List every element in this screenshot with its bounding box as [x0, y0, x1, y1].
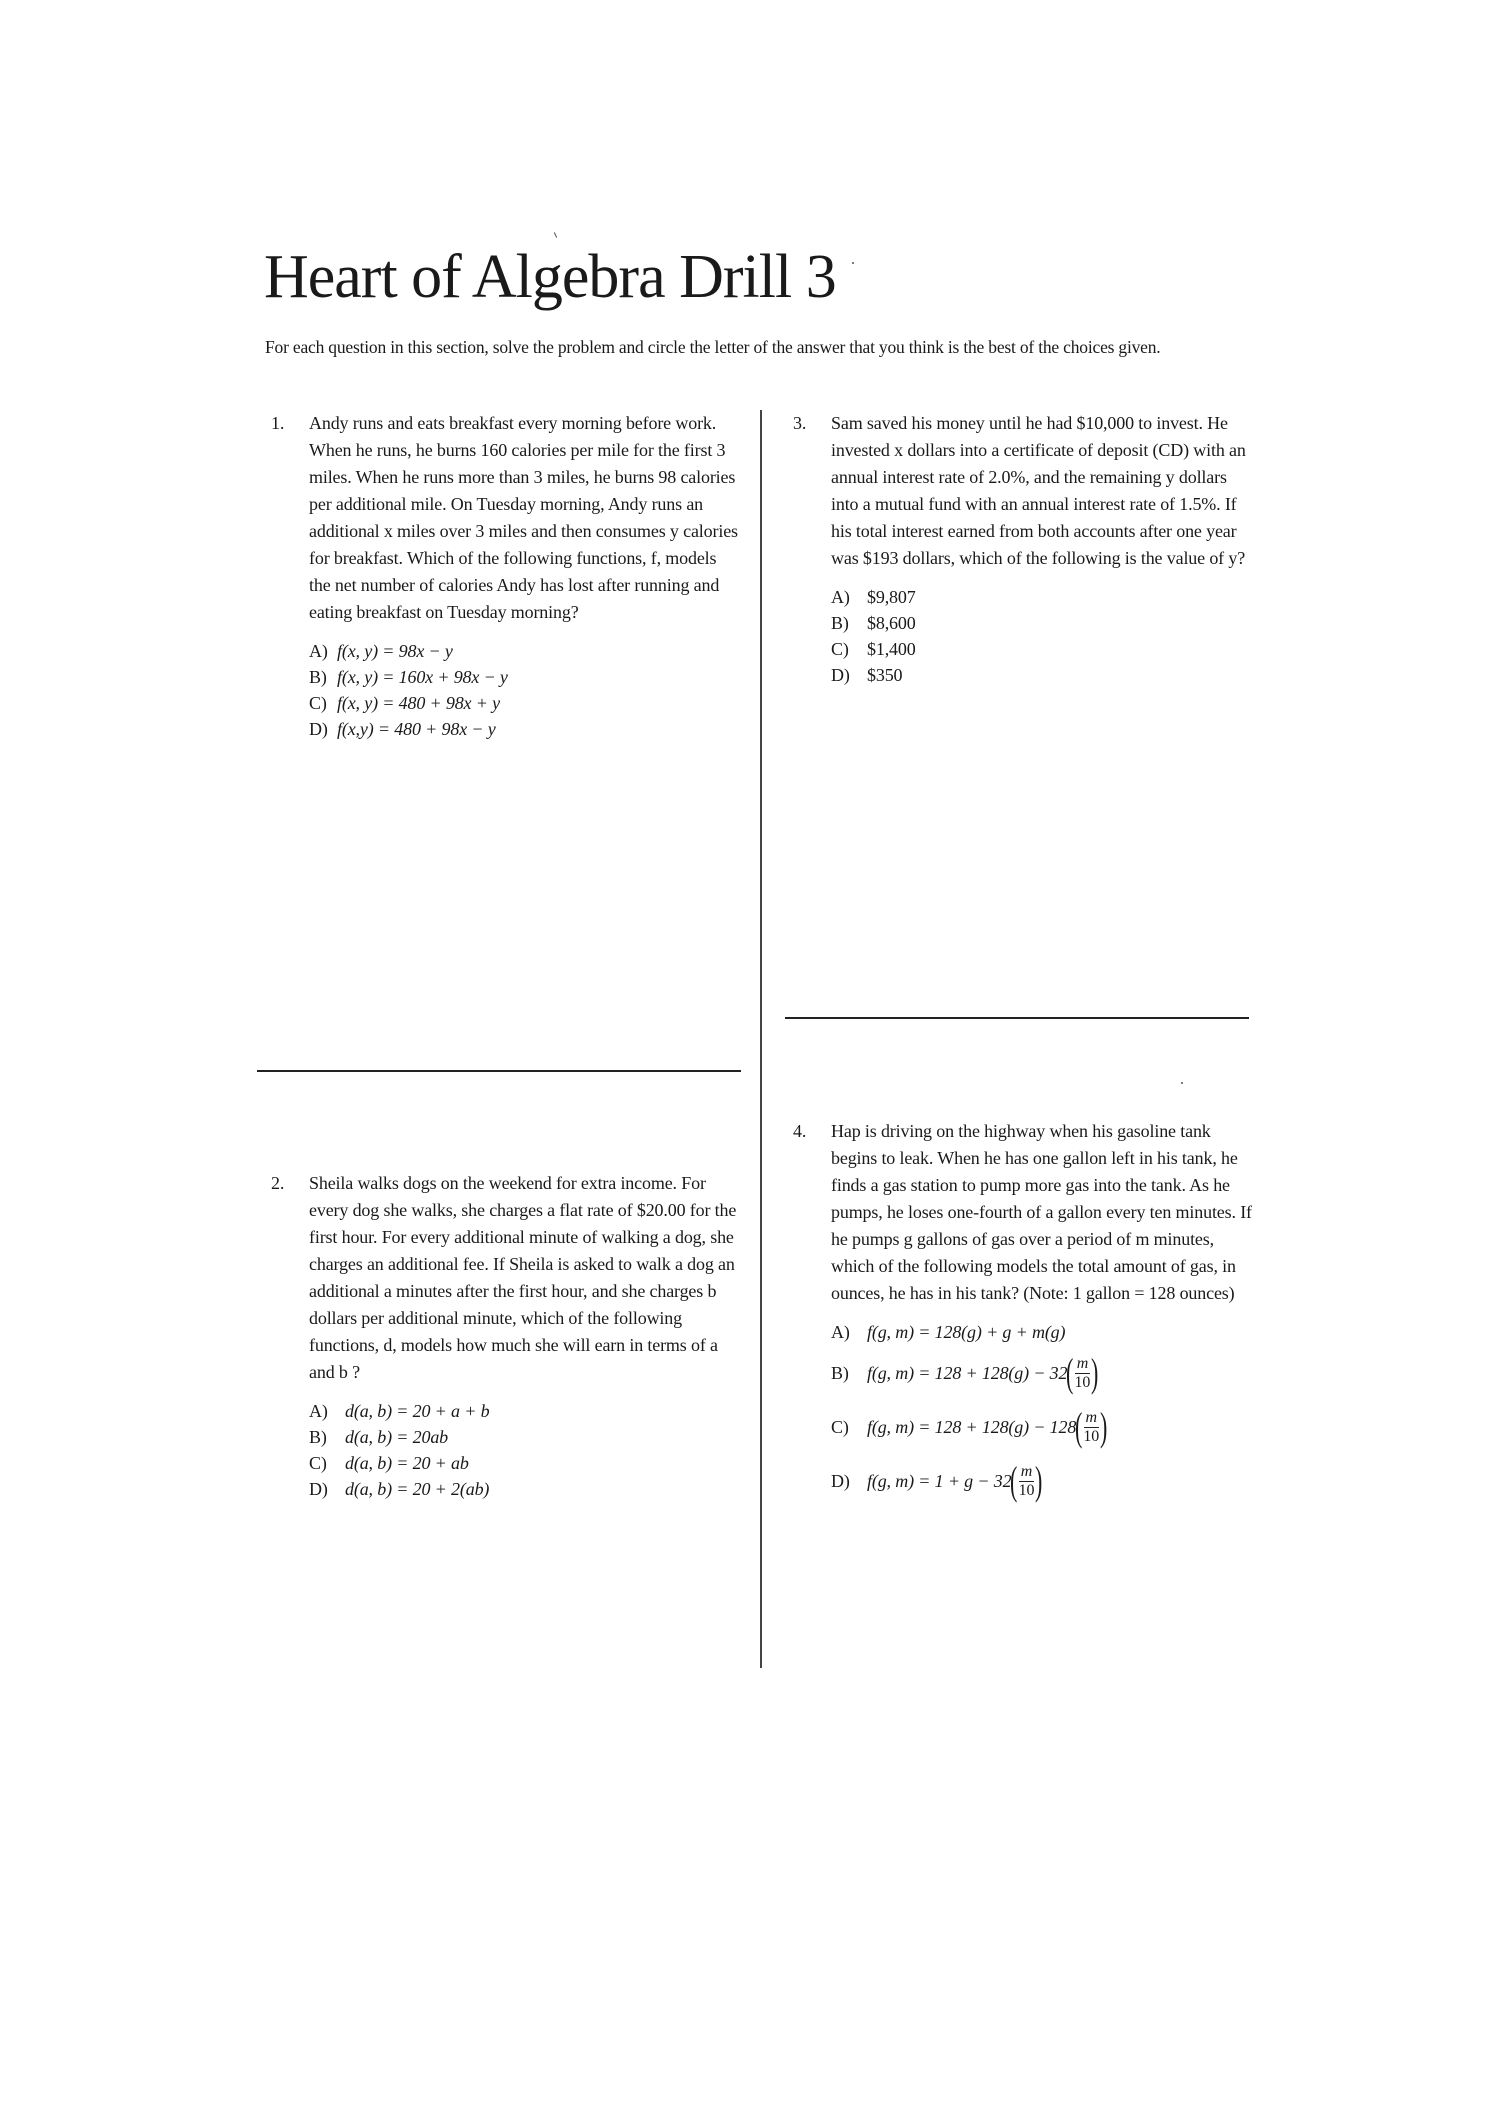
choice-c[interactable]: [309, 690, 741, 716]
column-divider: [760, 410, 762, 1668]
left-section-rule: [257, 1070, 741, 1072]
choice-d[interactable]: [309, 1476, 741, 1502]
scan-artifact: [852, 262, 854, 264]
choice-a[interactable]: [309, 638, 741, 664]
choice-letter[interactable]: C): [309, 1453, 327, 1473]
fraction-expression: [1075, 1404, 1108, 1449]
choice-expression: f(g, m) = 1 + g − 32: [867, 1471, 1012, 1491]
scan-artifact: [554, 232, 557, 238]
scan-artifact: [1181, 1082, 1183, 1084]
instructions: For each question in this section, solve the problem and circle the letter of the answer that you think is the best of the choices given.: [265, 337, 1161, 357]
choice-c[interactable]: [309, 1450, 741, 1476]
right-paren: ): [1091, 1350, 1099, 1395]
choice-text: $1,400: [867, 639, 916, 659]
choice-letter[interactable]: A): [309, 1401, 328, 1421]
answer-choices: [831, 584, 1253, 688]
choice-text: f(g, m) = 128(g) + g + m(g): [867, 1322, 1066, 1342]
fraction-denominator: 10: [1083, 1427, 1100, 1445]
choice-expression: f(g, m) = 128 + 128(g) − 32: [867, 1363, 1068, 1383]
choice-letter[interactable]: A): [309, 641, 328, 661]
choice-text: d(a, b) = 20ab: [345, 1427, 449, 1447]
answer-choices: [831, 1319, 1253, 1501]
right-paren: ): [1035, 1458, 1043, 1503]
fraction-numerator: m: [1020, 1462, 1033, 1480]
choice-d[interactable]: [309, 716, 741, 742]
question-stem: Hap is driving on the highway when his gasoline tank begins to leak. When he has one gallon left in his tank, he finds a gas station to pump more gas into the tank. As he pumps, he loses one-fourth of a gallon every ten minutes. If he pumps g gallons of gas over a period of m minutes, which of the following models the total amount of gas, in ounces, he has in his tank? (Note: 1 gallon = 128 ounces): [831, 1121, 1252, 1303]
choice-letter[interactable]: D): [831, 665, 850, 685]
choice-a[interactable]: [831, 584, 1253, 610]
answer-choices: [309, 1398, 741, 1502]
left-paren: (: [1010, 1458, 1018, 1503]
page-title: Heart of Algebra Drill 3: [264, 243, 836, 311]
right-section-rule: [785, 1017, 1249, 1019]
fraction-expression: [1066, 1350, 1099, 1395]
question-2: [271, 1170, 741, 1502]
choice-text: $9,807: [867, 587, 916, 607]
choice-letter[interactable]: D): [831, 1471, 850, 1491]
choice-text: d(a, b) = 20 + ab: [345, 1453, 469, 1473]
choice-b[interactable]: [831, 610, 1253, 636]
question-stem: Andy runs and eats breakfast every morning before work. When he runs, he burns 160 calories per mile for the first 3 miles. When he runs more than 3 miles, he burns 98 calories per additional mile. On Tuesday morning, Andy runs an additional x miles over 3 miles and then consumes y calories for breakfast. Which of the following functions, f, models the net number of calories Andy has lost after running and eating breakfast on Tuesday morning?: [309, 413, 738, 622]
choice-b[interactable]: [309, 1424, 741, 1450]
choice-letter[interactable]: B): [831, 613, 849, 633]
choice-text: f(x, y) = 98x − y: [337, 641, 453, 661]
choice-letter[interactable]: C): [831, 639, 849, 659]
question-stem: Sam saved his money until he had $10,000 to invest. He invested x dollars into a certificate of deposit (CD) with an annual interest rate of 2.0%, and the remaining y dollars into a mutual fund with an annual interest rate of 1.5%. If his total interest earned from both accounts after one year was $193 dollars, which of the following is the value of y?: [831, 413, 1246, 568]
fraction-expression: [1010, 1458, 1043, 1503]
choice-expression: f(g, m) = 128 + 128(g) − 128: [867, 1417, 1077, 1437]
choice-d[interactable]: [831, 1458, 1253, 1503]
choice-text: f(x,y) = 480 + 98x − y: [337, 719, 496, 739]
choice-c[interactable]: [831, 636, 1253, 662]
choice-b[interactable]: [831, 1350, 1253, 1395]
question-3: [793, 410, 1253, 688]
choice-a[interactable]: [309, 1398, 741, 1424]
fraction: [1081, 1409, 1101, 1446]
question-number: 4.: [793, 1121, 807, 1141]
fraction-numerator: m: [1085, 1408, 1097, 1426]
choice-letter[interactable]: B): [831, 1363, 849, 1383]
fraction: [1073, 1355, 1093, 1392]
choice-text: d(a, b) = 20 + 2(ab): [345, 1479, 490, 1499]
answer-choices: [309, 638, 741, 742]
choice-letter[interactable]: D): [309, 719, 328, 739]
fraction-denominator: 10: [1074, 1373, 1091, 1391]
choice-text: $350: [867, 665, 903, 685]
question-4: [793, 1118, 1253, 1515]
fraction-denominator: 10: [1018, 1481, 1035, 1499]
choice-text: $8,600: [867, 613, 916, 633]
choice-c[interactable]: [831, 1404, 1253, 1449]
choice-b[interactable]: [309, 664, 741, 690]
question-1: [271, 410, 741, 742]
question-number: 3.: [793, 413, 807, 433]
choice-text: d(a, b) = 20 + a + b: [345, 1401, 490, 1421]
question-stem: Sheila walks dogs on the weekend for extra income. For every dog she walks, she charges a flat rate of $20.00 for the first hour. For every additional minute of walking a dog, she charges an additional fee. If Sheila is asked to walk a dog an additional a minutes after the first hour, and she charges b dollars per additional minute, which of the following functions, d, models how much she will earn in terms of a and b ?: [309, 1173, 737, 1382]
choice-a[interactable]: [831, 1319, 1253, 1345]
choice-d[interactable]: [831, 662, 1253, 688]
question-number: 1.: [271, 413, 285, 433]
left-paren: (: [1066, 1350, 1074, 1395]
choice-letter[interactable]: C): [309, 693, 327, 713]
choice-letter[interactable]: A): [831, 587, 850, 607]
fraction-numerator: m: [1076, 1354, 1089, 1372]
choice-letter[interactable]: B): [309, 1427, 327, 1447]
right-paren: ): [1100, 1404, 1108, 1449]
left-paren: (: [1075, 1404, 1083, 1449]
choice-letter[interactable]: B): [309, 667, 327, 687]
choice-text: f(x, y) = 480 + 98x + y: [337, 693, 500, 713]
choice-text: f(x, y) = 160x + 98x − y: [337, 667, 508, 687]
fraction: [1017, 1463, 1037, 1500]
question-number: 2.: [271, 1173, 285, 1193]
choice-letter[interactable]: A): [831, 1322, 850, 1342]
choice-letter[interactable]: D): [309, 1479, 328, 1499]
choice-letter[interactable]: C): [831, 1417, 849, 1437]
